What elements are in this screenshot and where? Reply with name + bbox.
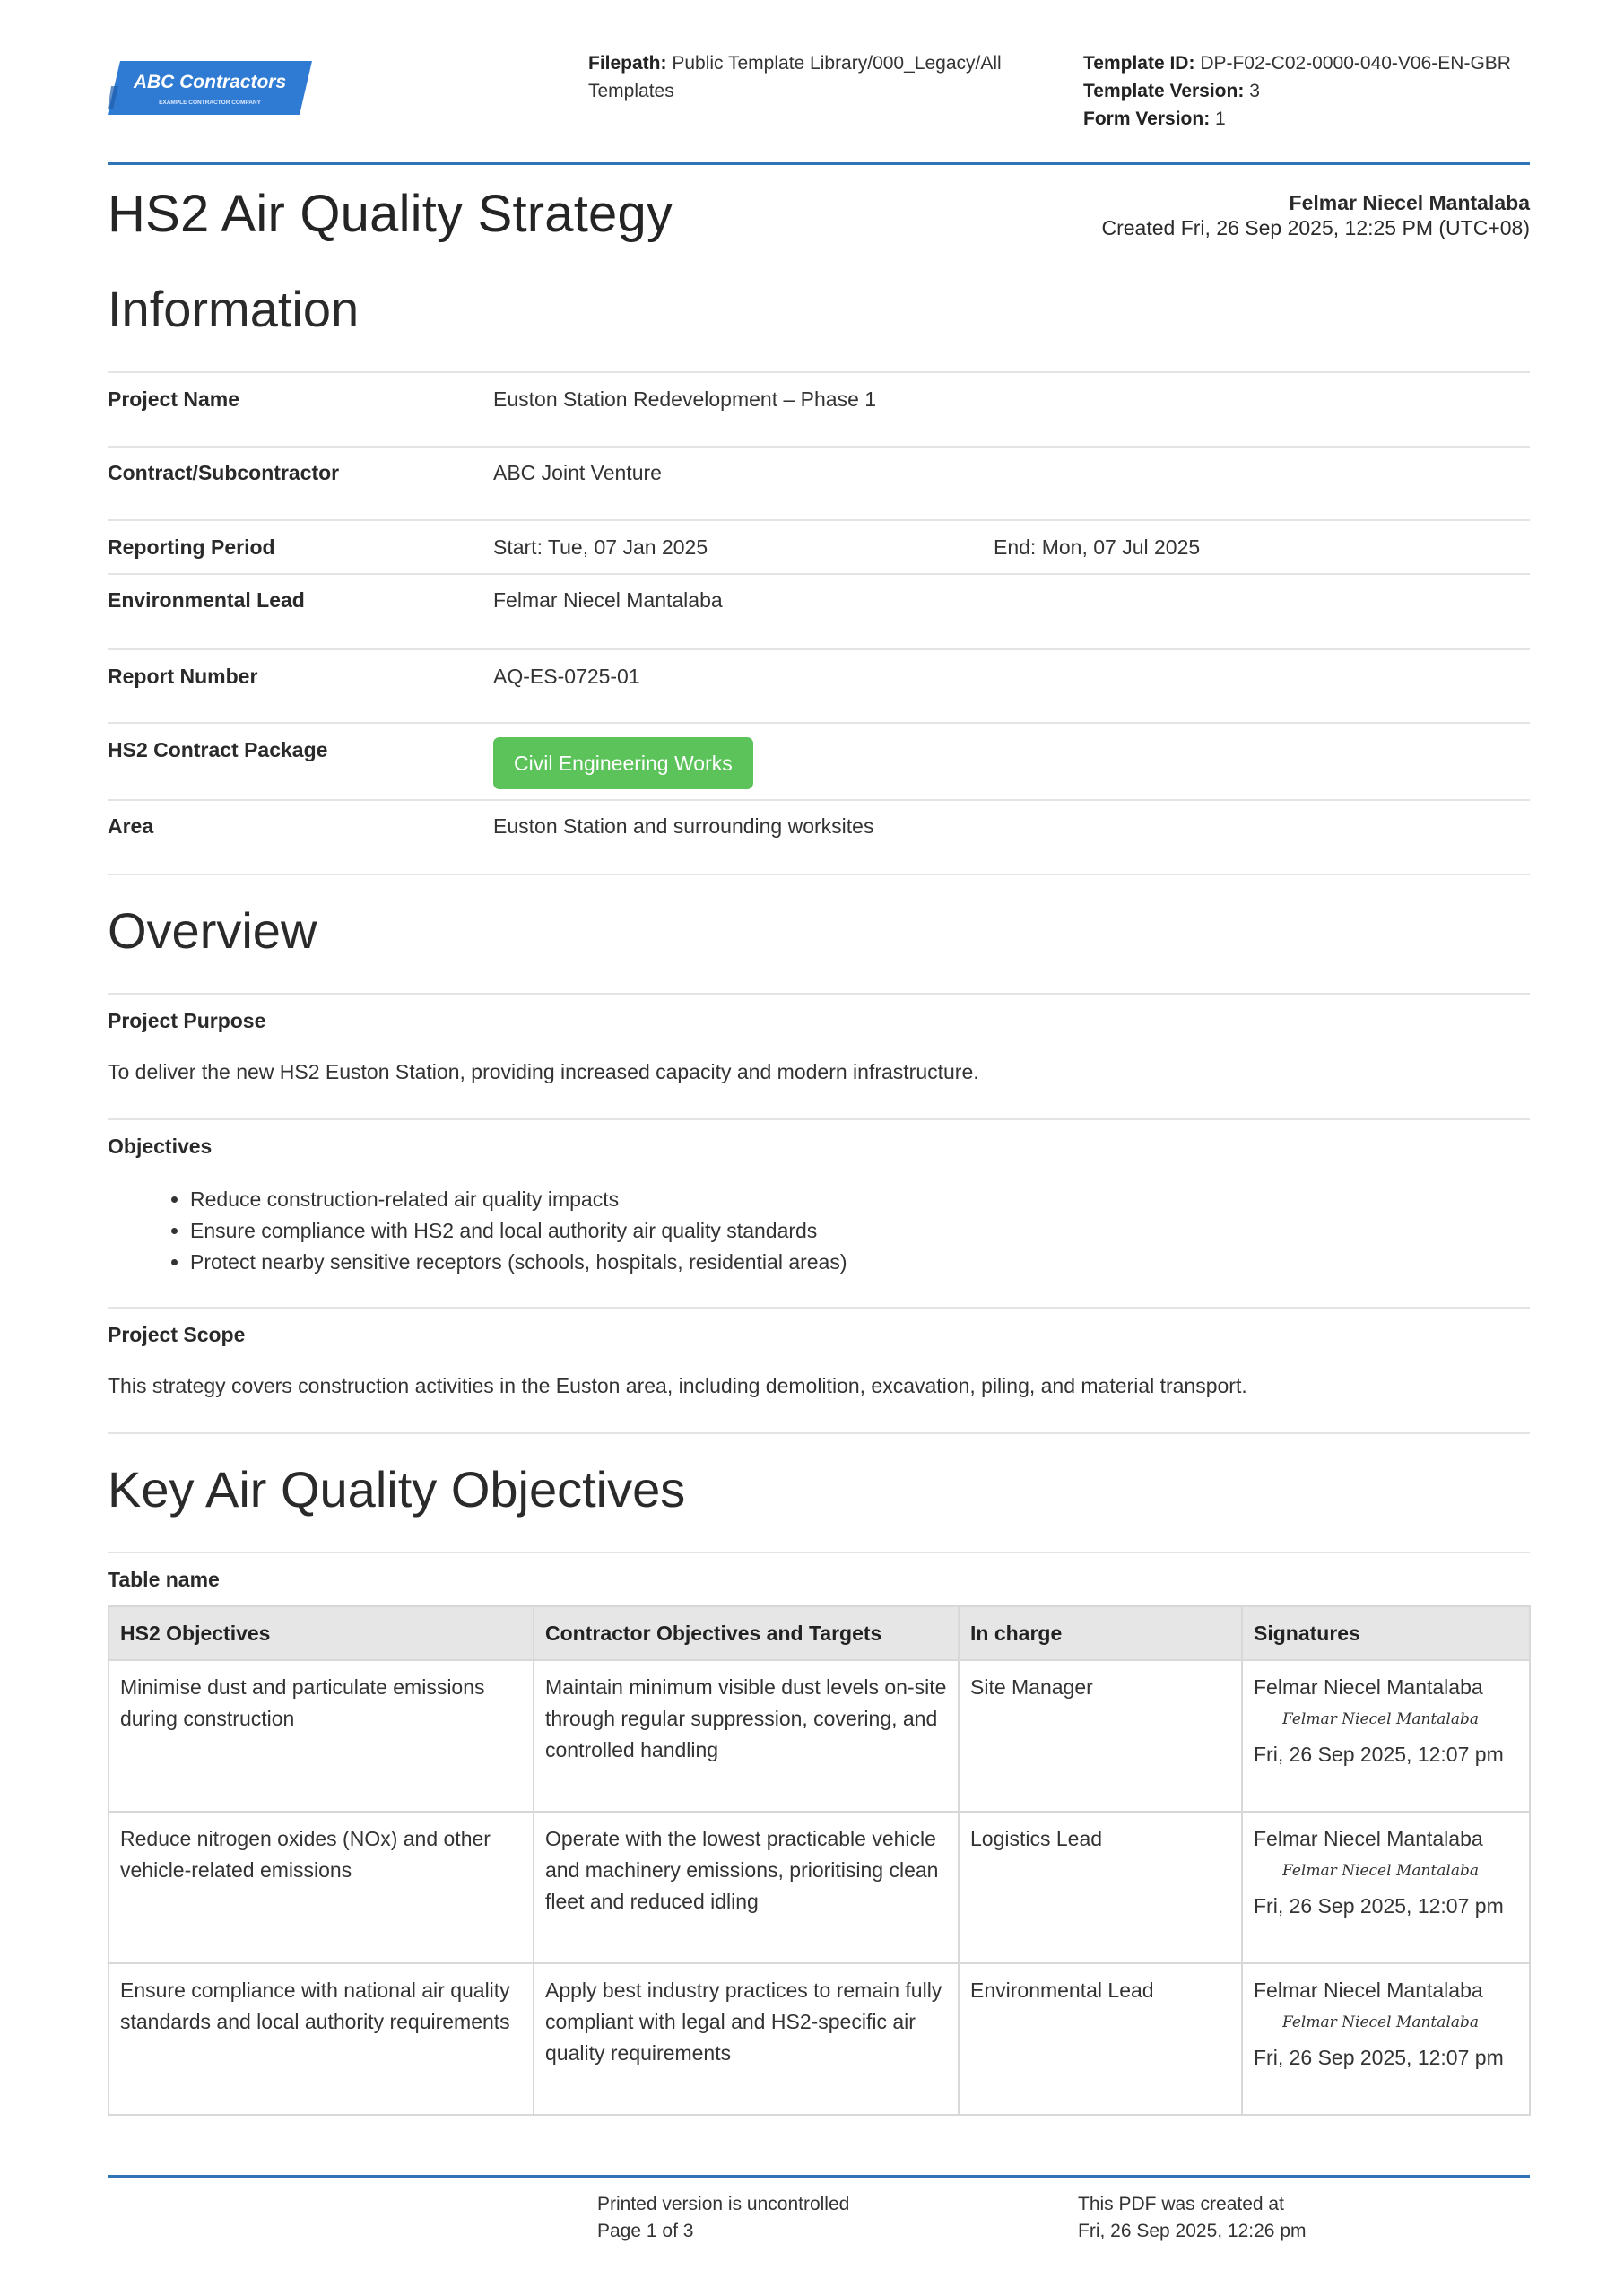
signature-script: Felmar Niecel Mantalaba: [1282, 1862, 1479, 1880]
logo-subtext: EXAMPLE CONTRACTOR COMPANY: [159, 100, 261, 106]
template-version-label: Template Version:: [1083, 81, 1245, 101]
footer-right: [1078, 2191, 1307, 2245]
table-row: [109, 1812, 1530, 1963]
divider: [108, 874, 1530, 875]
divider: [108, 371, 1530, 373]
template-id-label: Template ID:: [1083, 53, 1195, 74]
footer-rule: [108, 2175, 1530, 2178]
environmental-lead-label: Environmental Lead: [108, 588, 305, 612]
uncontrolled-notice: Printed version is uncontrolled: [597, 2194, 850, 2214]
in-charge-cell: Environmental Lead: [959, 1963, 1242, 2115]
contractor-value: ABC Joint Venture: [493, 461, 662, 484]
list-item: • Ensure compliance with HS2 and local authority air quality standards: [190, 1215, 847, 1247]
signature-image: [1282, 1858, 1489, 1882]
divider: [108, 1432, 1530, 1434]
divider: [108, 573, 1530, 575]
contractor-objective-cell: Operate with the lowest practicable vehicle and machinery emissions, prioritising clean fleet and reduced idling: [534, 1812, 959, 1963]
column-header: In charge: [959, 1606, 1242, 1660]
hs2-objective-cell: Ensure compliance with national air quality standards and local authority requirements: [109, 1963, 534, 2115]
divider: [108, 648, 1530, 650]
author-block: [1102, 190, 1531, 240]
contractor-objective-cell: Apply best industry practices to remain fully compliant with legal and HS2-specific air quality requirements: [534, 1963, 959, 2115]
contractor-objective-cell: Maintain minimum visible dust levels on-site through regular suppression, covering, and controlled handling: [534, 1660, 959, 1812]
pdf-created-label: This PDF was created at: [1078, 2194, 1284, 2214]
signature-image: [1282, 2010, 1489, 2033]
signature-script: Felmar Niecel Mantalaba: [1282, 2013, 1479, 2031]
column-header: Signatures: [1242, 1606, 1530, 1660]
reporting-period-start: Start: Tue, 07 Jan 2025: [493, 535, 708, 559]
contractor-label: Contract/Subcontractor: [108, 461, 340, 484]
signature-script: Felmar Niecel Mantalaba: [1282, 1710, 1479, 1728]
table-row: [109, 1660, 1530, 1812]
area-value: Euston Station and surrounding worksites: [493, 814, 874, 838]
reporting-period-end: End: Mon, 07 Jul 2025: [994, 535, 1201, 559]
project-scope-label: Project Scope: [108, 1323, 246, 1346]
project-purpose-label: Project Purpose: [108, 1009, 266, 1032]
key-objectives-heading: Key Air Quality Objectives: [108, 1461, 686, 1518]
filepath-value: Public Template Library/000_Legacy/All Templates: [588, 53, 1002, 101]
header-rule: [108, 162, 1530, 165]
divider: [108, 1307, 1530, 1309]
divider: [108, 446, 1530, 448]
divider: [108, 722, 1530, 724]
contract-package-label: HS2 Contract Package: [108, 738, 328, 761]
signature-date: Fri, 26 Sep 2025, 12:07 pm: [1254, 1894, 1504, 1918]
contract-package-badge: Civil Engineering Works: [493, 737, 753, 789]
hs2-objective-cell: Minimise dust and particulate emissions during construction: [109, 1660, 534, 1812]
in-charge-cell: Logistics Lead: [959, 1812, 1242, 1963]
project-name-value: Euston Station Redevelopment – Phase 1: [493, 387, 877, 411]
company-logo: [108, 59, 312, 117]
divider: [108, 1552, 1530, 1553]
table-row: [109, 1963, 1530, 2115]
page-number: Page 1 of 3: [597, 2221, 694, 2241]
in-charge-cell: Site Manager: [959, 1660, 1242, 1812]
filepath-meta: [588, 49, 1055, 105]
author-name: Felmar Niecel Mantalaba: [1289, 191, 1530, 214]
objectives-table: [108, 1605, 1531, 2116]
overview-heading: Overview: [108, 902, 317, 959]
list-item: • Protect nearby sensitive receptors (schools, hospitals, residential areas): [190, 1247, 847, 1278]
divider: [108, 799, 1530, 801]
objectives-list: [154, 1184, 847, 1278]
signature-cell: [1242, 1963, 1530, 2115]
template-meta: [1083, 49, 1532, 133]
table-name: Table name: [108, 1568, 220, 1591]
created-timestamp: Created Fri, 26 Sep 2025, 12:25 PM (UTC+08): [1101, 216, 1530, 239]
project-purpose-text: To deliver the new HS2 Euston Station, providing increased capacity and modern infrastructure.: [108, 1060, 979, 1083]
divider: [108, 993, 1530, 995]
form-version-value: 1: [1215, 109, 1226, 129]
signature-name: Felmar Niecel Mantalaba: [1254, 1979, 1483, 2002]
column-header: Contractor Objectives and Targets: [534, 1606, 959, 1660]
divider: [108, 519, 1530, 521]
pdf-created-value: Fri, 26 Sep 2025, 12:26 pm: [1078, 2221, 1307, 2241]
signature-cell: [1242, 1660, 1530, 1812]
footer-left: [597, 2191, 849, 2245]
column-header: HS2 Objectives: [109, 1606, 534, 1660]
project-scope-text: This strategy covers construction activities in the Euston area, including demolition, excavation, piling, and material transport.: [108, 1374, 1247, 1397]
table-header-row: [109, 1606, 1530, 1660]
project-name-label: Project Name: [108, 387, 240, 411]
signature-image: [1282, 1707, 1489, 1730]
information-heading: Information: [108, 281, 360, 337]
area-label: Area: [108, 814, 154, 838]
signature-name: Felmar Niecel Mantalaba: [1254, 1827, 1483, 1850]
signature-date: Fri, 26 Sep 2025, 12:07 pm: [1254, 1743, 1504, 1766]
signature-cell: [1242, 1812, 1530, 1963]
objectives-label: Objectives: [108, 1135, 213, 1158]
document-title: HS2 Air Quality Strategy: [108, 185, 673, 243]
form-version-label: Form Version:: [1083, 109, 1211, 129]
reporting-period-label: Reporting Period: [108, 535, 275, 559]
report-number-value: AQ-ES-0725-01: [493, 665, 640, 688]
hs2-objective-cell: Reduce nitrogen oxides (NOx) and other vehicle-related emissions: [109, 1812, 534, 1963]
filepath-label: Filepath:: [588, 53, 667, 74]
signature-date: Fri, 26 Sep 2025, 12:07 pm: [1254, 2046, 1504, 2069]
logo-text: ABC Contractors: [133, 72, 287, 92]
environmental-lead-value: Felmar Niecel Mantalaba: [493, 588, 723, 612]
list-item: • Reduce construction-related air quality impacts: [190, 1184, 847, 1215]
signature-name: Felmar Niecel Mantalaba: [1254, 1675, 1483, 1699]
template-id-value: DP-F02-C02-0000-040-V06-EN-GBR: [1200, 53, 1511, 74]
report-number-label: Report Number: [108, 665, 258, 688]
template-version-value: 3: [1249, 81, 1260, 101]
divider: [108, 1118, 1530, 1120]
